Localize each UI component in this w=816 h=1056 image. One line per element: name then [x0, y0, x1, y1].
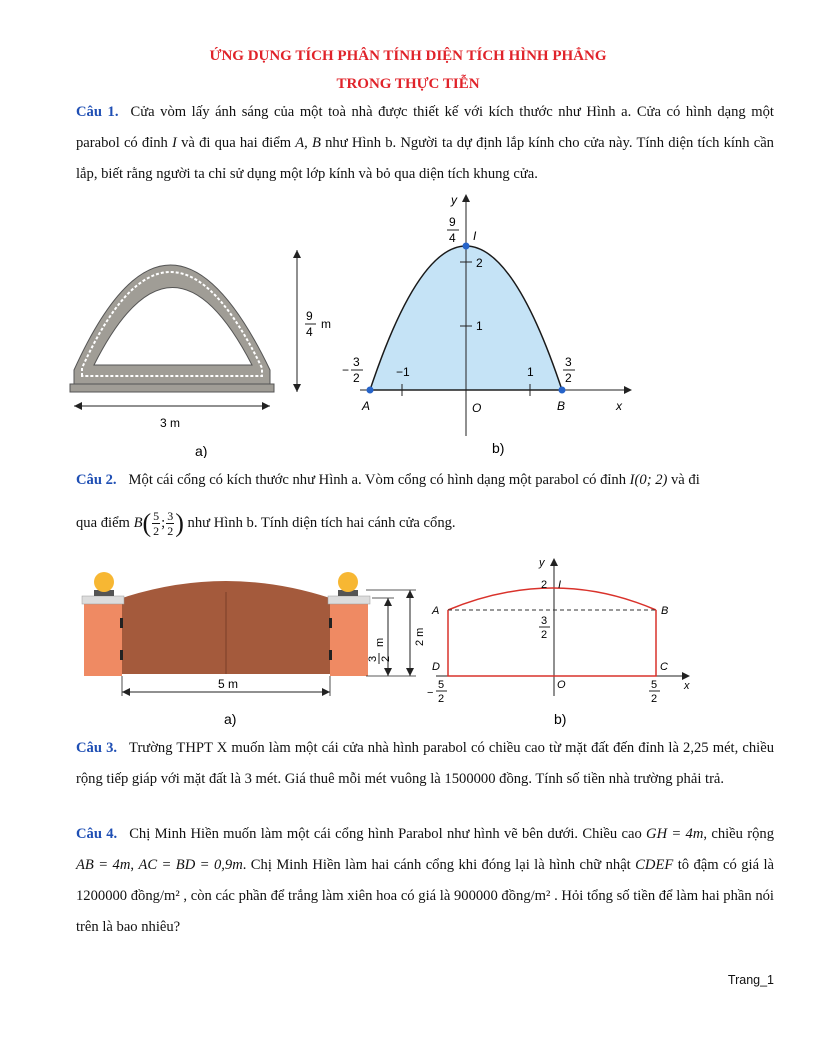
tick-2: 2: [476, 256, 483, 270]
gate-coordinate-graph: [436, 558, 690, 696]
height-dimension: [293, 250, 301, 392]
width-label: 3 m: [160, 416, 181, 430]
gate-h1-den: 2: [380, 655, 392, 662]
question-1-label: Câu 1.: [76, 104, 119, 120]
left-value-sign: −: [342, 363, 350, 377]
left-value-num: 3: [353, 355, 360, 369]
label-A: A: [362, 399, 371, 413]
left-num-2: 5: [438, 679, 445, 691]
point-B: [559, 387, 566, 394]
left-sign-2: −: [427, 687, 434, 699]
gate-h1-num: 3: [367, 655, 379, 662]
arch-window-drawing: [70, 265, 274, 392]
figure-2: [76, 550, 716, 730]
top-value-num: 9: [449, 215, 456, 229]
label-A2: A: [432, 605, 440, 617]
gate-drawing: [82, 572, 370, 676]
label-C2: C: [660, 661, 668, 673]
right-den-2: 2: [651, 693, 658, 705]
label-B2: B: [661, 605, 669, 617]
question-2: Câu 2. Một cái cổng có kích thước như Hình a. Vòm cổng có hình dạng một parabol có đỉnh I(0; 2) và đi: [76, 472, 700, 488]
question-2-label: Câu 2.: [76, 472, 117, 488]
label-D2: D: [432, 661, 440, 673]
lamp-left: [94, 572, 114, 592]
point-I: [463, 243, 470, 250]
mid-num: 3: [541, 615, 548, 627]
x-axis-label: x: [616, 399, 622, 413]
left-value-den: 2: [353, 371, 360, 385]
tick-1: 1: [476, 319, 483, 333]
gate-h2-label: 2 m: [414, 627, 426, 646]
x-axis-label-2: x: [684, 680, 690, 692]
question-3-label: Câu 3.: [76, 740, 118, 756]
question-4: Câu 4. Chị Minh Hiền muốn làm một cái cổng hình Parabol như hình vẽ bên dưới. Chiều cao GH = 4m, chiều rộng AB = 4m, AC = BD = 0,9m. Chị Minh Hiền làm hai cánh cổng khi đóng lại là hình chữ nhật CDEF tô đậm có giá là 1200000 đồng/m² , còn các phần để trắng làm xiên hoa có giá là 900000 đồng/m² . Hỏi tổng số tiền để làm hai phần nói trên là bao nhiêu?: [76, 826, 775, 935]
gate-h1-unit: m: [374, 637, 386, 647]
caption-2a: a): [224, 711, 237, 727]
y-axis-label-2: y: [539, 557, 545, 569]
height-unit: m: [321, 317, 331, 331]
right-value-num: 3: [565, 355, 572, 369]
tick-plus-1: 1: [527, 365, 534, 379]
vertex-label-2: I: [558, 579, 562, 591]
lamp-right: [338, 572, 358, 592]
point-A: [367, 387, 374, 394]
origin-label: O: [472, 401, 482, 415]
label-B: B: [557, 399, 566, 413]
height-num: 9: [306, 309, 313, 323]
caption-2b: b): [554, 711, 567, 727]
y-axis-label: y: [451, 193, 457, 207]
figure-1: [60, 188, 660, 458]
caption-a: a): [195, 443, 208, 458]
height-den: 4: [306, 325, 313, 339]
tick-2b: 2: [541, 579, 548, 591]
question-3: Câu 3. Trường THPT X muốn làm một cái cửa nhà hình parabol có chiều cao từ mặt đất đến đỉnh là 2,25 mét, chiều rộng tiếp giáp với mặt đất là 3 mét. Giá thuê mỗi mét vuông là 1500000 đồng. Tính số tiền nhà trường phải trả.: [76, 740, 774, 787]
gate-width-label: 5 m: [218, 677, 239, 691]
question-1: Câu 1. Cửa vòm lấy ánh sáng của một toà nhà được thiết kế với kích thước như Hình a. Cửa có hình dạng một parabol có đỉnh I và đi qua hai điểm A, B như Hình b. Người ta dự định lắp kính cho cửa này. Tính diện tích kính cần lắp, biết rằng người ta chỉ sử dụng một lớp kính và bỏ qua diện tích khung cửa.: [76, 104, 774, 182]
coordinate-graph: [360, 194, 632, 436]
tick-minus-1: −1: [396, 365, 410, 379]
origin-label-2: O: [557, 679, 566, 691]
question-2-line2: qua điểm B( $\frac{5}{2}$ ; $\frac{3}{2}$ ) như Hình b. Tính diện tích hai cánh cửa cổng.: [76, 508, 456, 539]
caption-b: b): [492, 440, 505, 456]
top-value-den: 4: [449, 231, 456, 245]
page-title: ỨNG DỤNG TÍCH PHÂN TÍNH DIỆN TÍCH HÌNH PHẲNG: [209, 48, 607, 64]
left-den-2: 2: [438, 693, 445, 705]
page-subtitle: TRONG THỰC TIỄN: [336, 76, 480, 92]
page-footer: Trang_1: [727, 973, 774, 987]
width-dimension: [74, 402, 270, 410]
vertex-label: I: [473, 229, 477, 243]
right-num-2: 5: [651, 679, 658, 691]
question-4-label: Câu 4.: [76, 826, 118, 842]
mid-den: 2: [541, 629, 548, 641]
right-value-den: 2: [565, 371, 572, 385]
